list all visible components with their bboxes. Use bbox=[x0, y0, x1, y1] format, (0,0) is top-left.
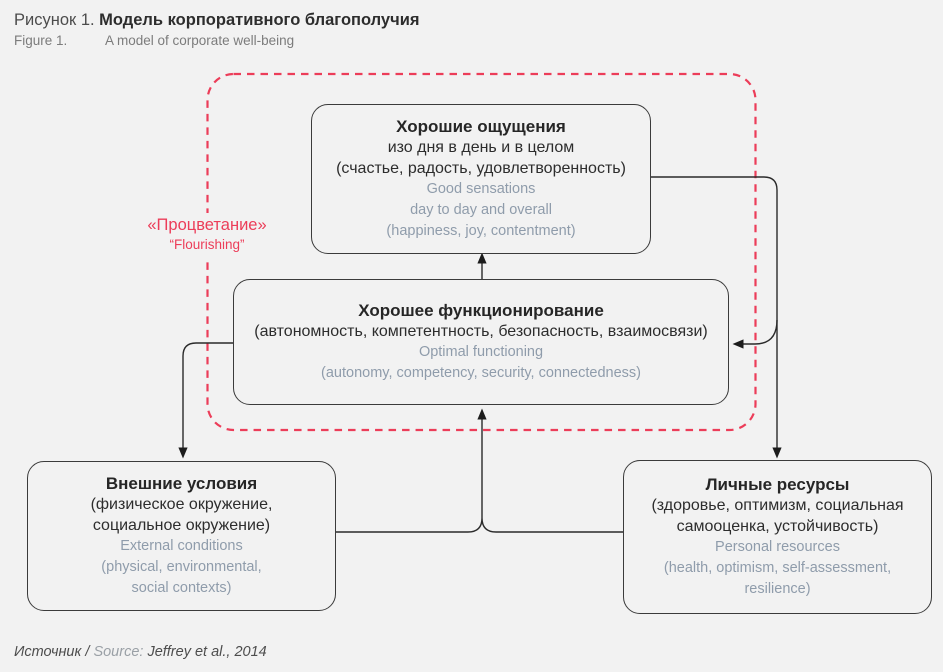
arrowhead-down-into-personal bbox=[772, 448, 781, 459]
source-label-en: Source: bbox=[93, 644, 148, 660]
box-line: (счастье, радость, удовлетворенность) bbox=[336, 160, 626, 177]
flourishing-label-en: “Flourishing” bbox=[169, 237, 245, 252]
box-line-en: (physical, environmental, bbox=[101, 559, 262, 575]
flourishing-label-ru: «Процветание» bbox=[147, 216, 267, 234]
source-line bbox=[14, 644, 267, 660]
box-line-en: Personal resources bbox=[715, 539, 840, 555]
figure-title-ru bbox=[14, 8, 419, 32]
box-line: самооценка, устойчивость) bbox=[676, 518, 879, 535]
box-title: Личные ресурсы bbox=[705, 475, 850, 494]
box-line: изо дня в день и в целом bbox=[387, 139, 575, 156]
figure-header bbox=[14, 8, 419, 49]
connector-merge-to-functioning bbox=[335, 417, 623, 532]
box-line-en: (health, optimism, self-assessment, bbox=[663, 560, 892, 576]
box-personal-resources bbox=[623, 460, 932, 614]
connector-branch-to-functioning bbox=[742, 320, 777, 344]
figure-title-ru-bold: Модель корпоративного благополучия bbox=[99, 11, 420, 29]
source-citation: Jeffrey et al., 2014 bbox=[147, 644, 267, 660]
figure-subtitle-en: A model of corporate well-being bbox=[105, 33, 295, 48]
figure-label-en: Figure 1. bbox=[14, 33, 68, 48]
arrowhead-up-into-functioning bbox=[477, 409, 486, 420]
box-title: Хорошее функционирование bbox=[358, 301, 604, 320]
box-external-conditions bbox=[27, 461, 336, 611]
arrowhead-up-into-sensations bbox=[477, 253, 486, 264]
box-line: (физическое окружение, bbox=[90, 496, 273, 513]
source-label-ru: Источник / bbox=[14, 644, 94, 660]
box-line-en: (happiness, joy, contentment) bbox=[386, 223, 576, 239]
box-line-en: day to day and overall bbox=[410, 202, 552, 218]
arrowhead-down-into-external bbox=[178, 448, 187, 459]
figure-title-en bbox=[14, 32, 419, 49]
box-title: Хорошие ощущения bbox=[396, 117, 566, 136]
arrowhead-left-into-functioning bbox=[733, 339, 744, 348]
box-line-en: External conditions bbox=[120, 538, 243, 554]
figure-label-ru: Рисунок 1. bbox=[14, 11, 95, 29]
box-line: (здоровье, оптимизм, социальная bbox=[651, 497, 904, 514]
flourishing-label bbox=[122, 213, 292, 257]
box-line: (автономность, компетентность, безопасность, взаимосвязи) bbox=[254, 323, 708, 340]
box-title: Внешние условия bbox=[105, 474, 258, 493]
box-line-en: Optimal functioning bbox=[418, 344, 544, 360]
box-optimal-functioning bbox=[233, 279, 729, 405]
box-good-sensations bbox=[311, 104, 651, 254]
box-line-en: social contexts) bbox=[131, 580, 232, 596]
box-line-en: resilience) bbox=[744, 581, 811, 597]
box-line-en: (autonomy, competency, security, connectedness) bbox=[321, 365, 641, 381]
box-line: социальное окружение) bbox=[92, 517, 271, 534]
box-line-en: Good sensations bbox=[426, 181, 536, 197]
